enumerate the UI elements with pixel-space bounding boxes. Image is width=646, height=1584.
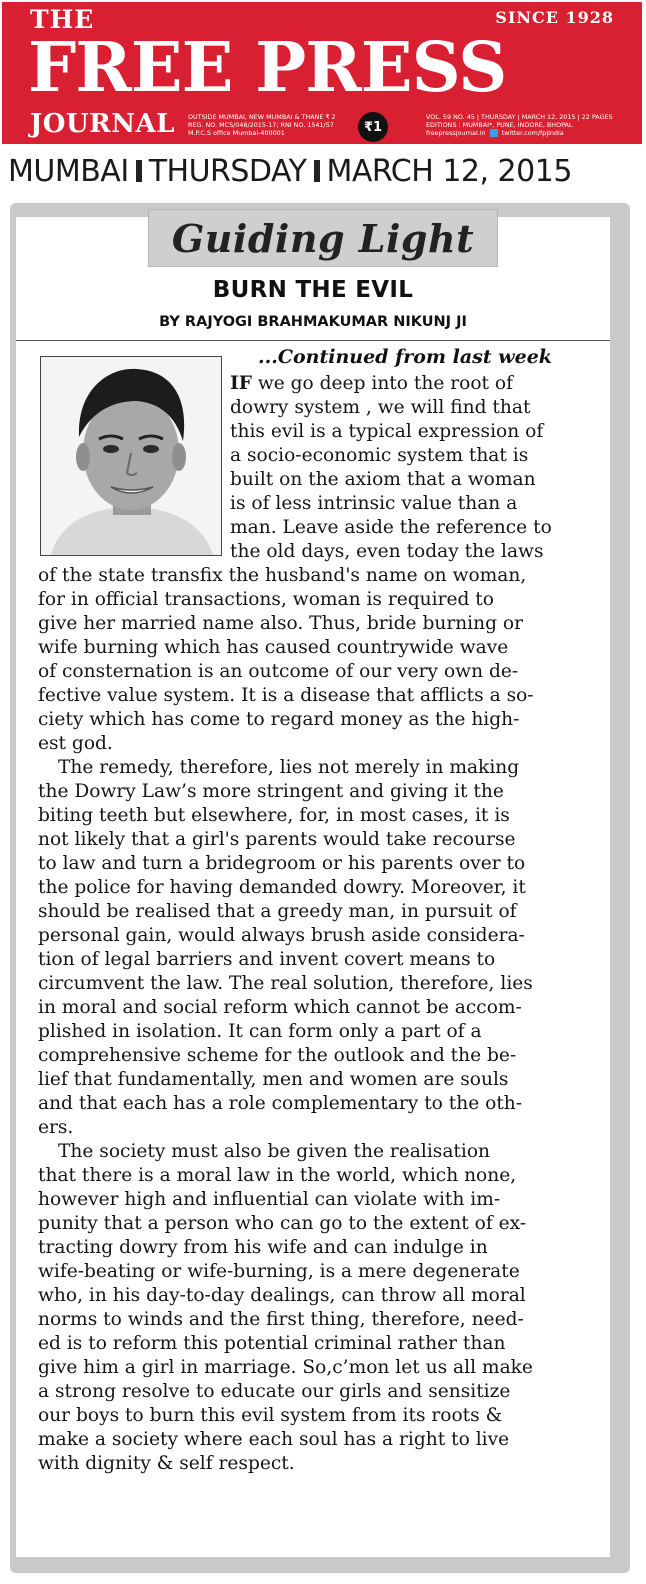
- twitter-icon: [490, 129, 498, 137]
- article-line: [38, 804, 510, 828]
- column-kicker: Guiding Light: [171, 215, 475, 261]
- article-line: [38, 1116, 73, 1140]
- article-line: [38, 732, 113, 756]
- article-line: [230, 420, 543, 444]
- article-headline: BURN THE EVIL: [212, 277, 414, 303]
- article-line: [230, 444, 528, 468]
- masthead-outside-price: OUTSIDE MUMBAI, NEW MUMBAI & THANE ₹ 2: [188, 113, 336, 121]
- article-line: [38, 1428, 509, 1452]
- article-line-text: lief that fundamentally, men and women are souls: [38, 1069, 509, 1090]
- masthead-title: FREE PRESS: [28, 28, 507, 108]
- article-line-text: the Dowry Law’s more stringent and giving it the: [38, 781, 504, 802]
- article-line: [38, 1068, 508, 1092]
- article-line-text: wife burning which has caused countrywide wave: [38, 637, 509, 658]
- article-line: [38, 1236, 488, 1260]
- article-byline: BY RAJYOGI BRAHMAKUMAR NIKUNJ JI: [159, 314, 467, 330]
- article-line: [38, 1284, 526, 1308]
- article-line-text: is of less intrinsic value than a: [230, 493, 518, 514]
- article-line: [38, 1356, 533, 1380]
- article-line: [38, 924, 525, 948]
- article-line: [38, 948, 495, 972]
- article-line-text: however high and influential can violate with im-: [38, 1189, 501, 1210]
- price-badge: ₹1: [358, 112, 388, 142]
- article-line-text: ers.: [38, 1117, 74, 1138]
- article-line: [58, 756, 519, 780]
- article-line: [38, 852, 525, 876]
- article-line: [38, 612, 523, 636]
- article-line-text: ed is to reform this potential criminal rather than: [38, 1333, 506, 1354]
- article-line: [38, 660, 518, 684]
- article-line: [38, 900, 517, 924]
- article-line-text: built on the axiom that a woman: [230, 469, 536, 490]
- article-line-text: personal gain, would always brush aside considera-: [38, 925, 525, 946]
- article-line: [38, 1164, 516, 1188]
- article-line-text: wife-beating or wife-burning, is a mere degenerate: [38, 1261, 520, 1282]
- masthead-edition-info: [426, 113, 613, 137]
- article-line-text: dowry system , we will find that: [230, 397, 531, 418]
- dateline-separator: [314, 160, 320, 182]
- article-line: [38, 1212, 526, 1236]
- continued-note: ...Continued from last week: [258, 346, 552, 368]
- article-line: [38, 1092, 522, 1116]
- divider: [16, 340, 610, 341]
- lead-word: IF: [230, 373, 252, 394]
- masthead-the: THE: [30, 5, 95, 34]
- article-line: [38, 876, 526, 900]
- article-line: [38, 636, 508, 660]
- article-line: [38, 828, 516, 852]
- article-line-text: comprehensive scheme for the outlook and the be-: [38, 1045, 517, 1066]
- masthead-office: M.P.C.S office Mumbai-400001: [188, 129, 285, 137]
- article-line: [38, 684, 534, 708]
- article-line-text: biting teeth but elsewhere, for, in most cases, it is: [38, 805, 510, 826]
- article-line: [38, 1044, 516, 1068]
- article-line: [38, 1308, 524, 1332]
- article-line: [38, 564, 526, 588]
- article-line-text: tion of legal barriers and invent covert means to: [38, 949, 496, 970]
- masthead-editions: EDITIONS : MUMBAI*, PUNE, INDORE, BHOPAL: [426, 121, 573, 129]
- article-line-text: punity that a person who can go to the extent of ex-: [38, 1213, 527, 1234]
- article-line: [38, 588, 494, 612]
- column-kicker-box: [148, 209, 498, 267]
- masthead-reg-no: REG. NO. MCS/048/2015-17; RNI NO. 1541/57: [188, 121, 334, 129]
- article-line: [230, 516, 552, 540]
- website-link[interactable]: freepressjournal.in: [426, 129, 486, 137]
- article-line-text: our boys to burn this evil system from its roots &: [38, 1405, 503, 1426]
- author-portrait-image: [41, 357, 221, 555]
- masthead-journal: JOURNAL: [30, 109, 175, 139]
- article-line: [38, 708, 519, 732]
- article-line-text: a socio-economic system that is: [230, 445, 529, 466]
- article-line: [38, 972, 533, 996]
- article-line-text: The society must also be given the realisation: [58, 1141, 490, 1162]
- article-line: [38, 1020, 482, 1044]
- twitter-link[interactable]: twitter.com/fpjindia: [501, 129, 564, 137]
- dateline-city: MUMBAI: [8, 154, 129, 189]
- article-line-text: who, in his day-to-day dealings, can throw all moral: [38, 1285, 526, 1306]
- article-line-text: plished in isolation. It can form only a part of a: [38, 1021, 482, 1042]
- article-line-text: with dignity & self respect.: [38, 1453, 295, 1474]
- article-line-text: circumvent the law. The real solution, therefore, lies: [38, 973, 533, 994]
- dateline: [8, 152, 638, 192]
- article-line: [230, 468, 536, 492]
- article-line: [230, 492, 517, 516]
- article-line-text: we go deep into the root of: [251, 373, 513, 394]
- article-line-text: in moral and social reform which cannot be accom-: [38, 997, 522, 1018]
- article-line-text: give him a girl in marriage. So,c’mon let us all make: [38, 1357, 533, 1378]
- article-line: [38, 1452, 295, 1476]
- article-line-text: give her married name also. Thus, bride burning or: [38, 613, 523, 634]
- article-line: [38, 996, 522, 1020]
- article-line-text: for in official transactions, woman is required to: [38, 589, 494, 610]
- dateline-date: MARCH 12, 2015: [326, 154, 572, 189]
- masthead-links: [426, 129, 613, 137]
- article-line-text: a strong resolve to educate our girls and sensitize: [38, 1381, 511, 1402]
- article-line-text: man. Leave aside the reference to: [230, 517, 552, 538]
- masthead: [2, 2, 642, 144]
- article-line-text: fective value system. It is a disease that afflicts a so-: [38, 685, 534, 706]
- article-line: [230, 540, 544, 564]
- article-line-text: not likely that a girl's parents would take recourse: [38, 829, 516, 850]
- masthead-since: SINCE 1928: [495, 8, 614, 27]
- masthead-volume: VOL. 59 NO. 45 | THURSDAY | MARCH 12, 2015 | 22 PAGES: [426, 113, 613, 121]
- author-photo: [40, 356, 222, 556]
- article-line: [38, 1380, 510, 1404]
- article-line-text: norms to winds and the first thing, therefore, need-: [38, 1309, 524, 1330]
- article-line-text: of the state transfix the husband's name on woman,: [38, 565, 527, 586]
- article-line-text: of consternation is an outcome of our very own de-: [38, 661, 519, 682]
- article-line: [38, 1188, 500, 1212]
- article-line: [230, 396, 530, 420]
- article-line-text: the old days, even today the laws: [230, 541, 544, 562]
- article-line: [38, 1404, 502, 1428]
- article-line: [230, 372, 513, 396]
- dateline-separator: [136, 160, 142, 182]
- article-line-text: tracting dowry from his wife and can indulge in: [38, 1237, 488, 1258]
- article-line: [38, 1332, 505, 1356]
- article-line-text: The remedy, therefore, lies not merely in making: [58, 757, 520, 778]
- article-line-text: make a society where each soul has a right to live: [38, 1429, 510, 1450]
- article-line-text: ciety which has come to regard money as the high-: [38, 709, 520, 730]
- article-line-text: the police for having demanded dowry. Moreover, it: [38, 877, 526, 898]
- article-line-text: to law and turn a bridegroom or his parents over to: [38, 853, 526, 874]
- article-line: [38, 1260, 520, 1284]
- article-line: [38, 780, 504, 804]
- article-line-text: that there is a moral law in the world, which none,: [38, 1165, 517, 1186]
- article-line-text: should be realised that a greedy man, in pursuit of: [38, 901, 517, 922]
- article-line-text: this evil is a typical expression of: [230, 421, 544, 442]
- article-line-text: and that each has a role complementary to the oth-: [38, 1093, 523, 1114]
- article-line-text: est god.: [38, 733, 113, 754]
- dateline-day: THURSDAY: [148, 154, 307, 189]
- masthead-registration-info: [188, 113, 336, 137]
- article-line: [58, 1140, 490, 1164]
